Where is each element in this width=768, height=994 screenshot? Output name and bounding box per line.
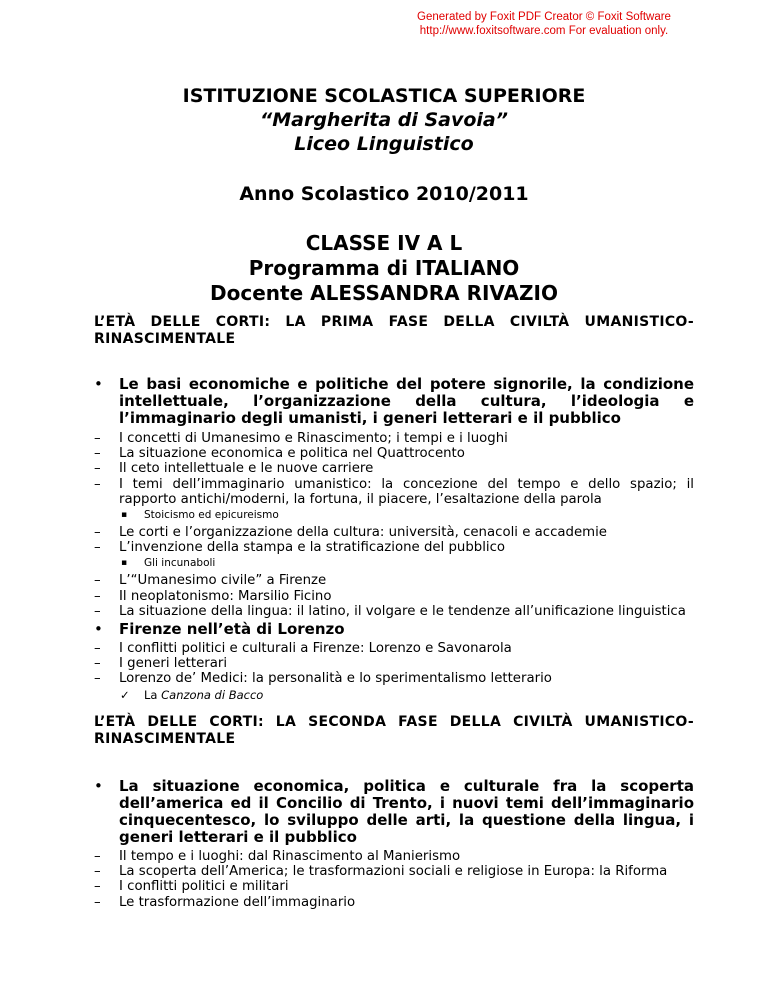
list-item-text: Il ceto intellettuale e le nuove carriere <box>119 461 374 477</box>
square-marker: ▪ <box>121 510 128 521</box>
list-item <box>94 477 694 507</box>
school-year: Anno Scolastico 2010/2011 <box>239 183 529 205</box>
watermark-line-1: Generated by Foxit PDF Creator © Foxit Software <box>417 11 671 23</box>
list-item-text: L’“Umanesimo civile” a Firenze <box>119 573 327 589</box>
list-item <box>94 641 694 656</box>
list-b <box>94 525 694 570</box>
dash-marker: – <box>94 540 101 556</box>
dash-marker: – <box>94 476 101 492</box>
list-item <box>94 525 694 540</box>
list-item-text: Le corti e l’organizzazione della cultura: università, cenacoli e accademie <box>119 525 607 541</box>
list-item <box>94 604 694 619</box>
sub-item-text: Gli incunaboli <box>144 557 216 570</box>
list-item-text: La situazione economica e politica nel Quattrocento <box>119 446 465 462</box>
dash-marker: – <box>94 656 101 672</box>
list-item <box>94 864 694 879</box>
dash-marker: – <box>94 588 101 604</box>
bullet-marker: • <box>94 375 103 393</box>
list-item <box>94 656 694 671</box>
dash-marker: – <box>94 446 101 462</box>
bullet-text: Le basi economiche e politiche del potere signorile, la condizione intellettuale, l’organizzazione della cultura, l’ideologia e l’immaginario degli umanisti, i generi letterari e il pubblico <box>119 375 694 427</box>
section-2 <box>94 714 694 910</box>
dash-marker: – <box>94 671 101 687</box>
dash-marker: – <box>94 894 101 910</box>
list-item-text: I concetti di Umanesimo e Rinascimento; i tempi e i luoghi <box>119 431 508 446</box>
list-item-text: I temi dell’immaginario umanistico: la concezione del tempo e dello spazio; il rapporto antichi/moderni, la fortuna, il piacere, l’esaltazione della parola <box>119 476 694 507</box>
dash-marker: – <box>94 641 101 657</box>
school-type: Liceo Linguistico <box>294 133 474 155</box>
sub-list-item <box>94 557 694 570</box>
sub-list-item <box>94 509 694 522</box>
bullet-text: La situazione economica, politica e culturale fra la scoperta dell’america ed il Concilio di Trento, i nuovi temi dell’immaginario cinquecentesco, lo sviluppo delle arti, la questione della lingua, i generi letterari e il pubblico <box>119 777 694 846</box>
list-item <box>94 573 694 588</box>
document-header <box>0 84 768 306</box>
program-title: Programma di ITALIANO <box>248 256 520 280</box>
list-c <box>94 573 694 619</box>
section-1-bullet-2 <box>94 621 694 638</box>
institute-title: ISTITUZIONE SCOLASTICA SUPERIORE <box>182 85 586 107</box>
list-item <box>94 589 694 604</box>
list-item-text: I conflitti politici e culturali a Firenze: Lorenzo e Savonarola <box>119 641 512 657</box>
list-item-text: Il neoplatonismo: Marsilio Ficino <box>119 588 332 604</box>
list-e <box>94 849 694 910</box>
dash-marker: – <box>94 603 101 619</box>
list-item-text: I conflitti politici e militari <box>119 879 289 895</box>
list-item-text: La scoperta dell’America; le trasformazioni sociali e religiose in Europa: la Riforma <box>119 864 668 880</box>
section-1-bullet-1 <box>94 376 694 427</box>
bullet-text: Firenze nell’età di Lorenzo <box>119 620 345 639</box>
checked-item <box>94 688 694 702</box>
list-d <box>94 641 694 702</box>
section-1 <box>94 314 694 702</box>
teacher-name: Docente ALESSANDRA RIVAZIO <box>210 281 558 305</box>
class-block <box>0 231 768 306</box>
section-2-bullet-1 <box>94 778 694 846</box>
check-item-title: Canzona di Bacco <box>161 687 264 702</box>
list-item-text: L’invenzione della stampa e la stratificazione del pubblico <box>119 540 506 556</box>
list-item <box>94 431 694 446</box>
list-item-text: I generi letterari <box>119 656 228 672</box>
section-2-title: L’ETÀ DELLE CORTI: LA SECONDA FASE DELLA CIVILTÀ UMANISTICO-RINASCIMENTALE <box>94 714 694 747</box>
dash-marker: – <box>94 849 101 864</box>
square-marker: ▪ <box>121 558 128 569</box>
list-a <box>94 431 694 522</box>
list-item-text: Lorenzo de’ Medici: la personalità e lo sperimentalismo letterario <box>119 671 552 687</box>
list-item <box>94 879 694 894</box>
list-item-text: Le trasformazione dell’immaginario <box>119 894 356 910</box>
section-1-title: L’ETÀ DELLE CORTI: LA PRIMA FASE DELLA CIVILTÀ UMANISTICO-RINASCIMENTALE <box>94 314 694 347</box>
class-name: CLASSE IV A L <box>305 231 463 255</box>
dash-marker: – <box>94 879 101 895</box>
watermark-line-2: http://www.foxitsoftware.com For evaluation only. <box>419 25 669 37</box>
sub-item-text: Stoicismo ed epicureismo <box>144 509 279 522</box>
list-item <box>94 461 694 476</box>
list-item <box>94 671 694 686</box>
list-item <box>94 540 694 555</box>
check-icon: ✓ <box>120 687 130 702</box>
check-item-prefix: La <box>144 687 158 702</box>
list-item-text: Il tempo e i luoghi: dal Rinascimento al Manierismo <box>119 849 461 864</box>
dash-marker: – <box>94 864 101 880</box>
dash-marker: – <box>94 525 101 541</box>
dash-marker: – <box>94 573 101 589</box>
list-item <box>94 849 694 864</box>
list-item <box>94 446 694 461</box>
bullet-marker: • <box>94 777 103 795</box>
school-name: “Margherita di Savoia” <box>260 109 508 131</box>
list-item-text: La situazione della lingua: il latino, il volgare e le tendenze all’unificazione linguistica <box>119 603 686 619</box>
dash-marker: – <box>94 461 101 477</box>
list-item <box>94 895 694 910</box>
bullet-marker: • <box>94 620 103 639</box>
dash-marker: – <box>94 431 101 446</box>
pdf-watermark <box>384 10 704 38</box>
